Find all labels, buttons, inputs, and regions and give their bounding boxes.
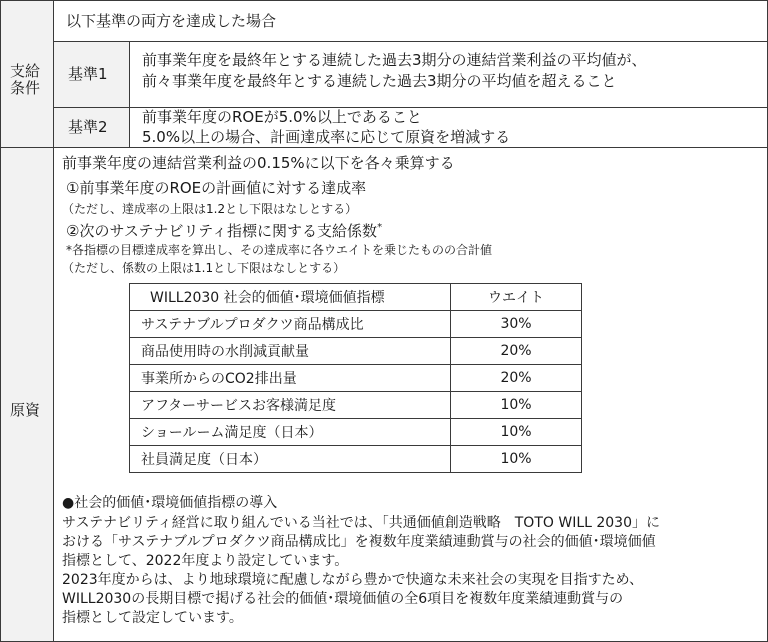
- fund-item-1-title: ①前事業年度のROEの計画値に対する達成率: [66, 179, 367, 197]
- criterion-1-line-1: 前事業年度を最終年とする連続した過去3期分の連結営業利益の平均値が、: [142, 51, 647, 69]
- support-conditions-label-line1: 支給: [10, 62, 41, 80]
- table-row: [130, 365, 582, 392]
- weight-cell: 30%: [451, 311, 582, 338]
- weight-cell: 10%: [451, 392, 582, 419]
- divider-sections: [0, 147, 768, 148]
- criterion-2-line-2: 5.0%以上の場合、計画達成率に応じて原資を増減する: [142, 128, 511, 146]
- indicator-cell: 商品使用時の水削減貢献量: [130, 338, 451, 365]
- header-weight: ウエイト: [451, 284, 582, 311]
- indicator-cell: アフターサービスお客様満足度: [130, 392, 451, 419]
- criterion-2-line-1: 前事業年度のROEが5.0%以上であること: [142, 108, 422, 126]
- support-conditions-intro: 以下基準の両方を達成した場合: [66, 12, 277, 30]
- table-row: [130, 446, 582, 473]
- table-row: [130, 311, 582, 338]
- divider-label-column: [53, 0, 54, 642]
- weight-cell: 10%: [451, 446, 582, 473]
- fund-item-2-note-1: *各指標の目標達成率を算出し、その達成率に各ウエイトを乗じたものの合計値: [66, 243, 493, 257]
- fund-item-1-note: （ただし、達成率の上限は1.2とし下限はなしとする）: [62, 202, 358, 216]
- weight-cell: 20%: [451, 365, 582, 392]
- criterion-1-label: 基準1: [68, 65, 108, 83]
- weight-cell: 10%: [451, 419, 582, 446]
- paragraph-line-3: 指標として、2022年度より設定しています。: [62, 553, 349, 569]
- paragraph-line-1: サステナビリティ経営に取り組んでいる当社では、「共通価値創造戦略 TOTO WILL 2030」に: [62, 515, 661, 531]
- indicator-cell: サステナブルプロダクツ商品構成比: [130, 311, 451, 338]
- divider-criteria-label-column: [129, 41, 130, 147]
- paragraph-line-4: 2023年度からは、より地球環境に配慮しながら豊かで快適な未来社会の実現を目指すため、: [62, 572, 644, 588]
- border-top: [0, 0, 768, 1]
- fund-item-2-title: ②次のサステナビリティ指標に関する支給係数*: [66, 222, 383, 240]
- indicator-cell: ショールーム満足度（日本）: [130, 419, 451, 446]
- criterion-1-line-2: 前々事業年度を最終年とする連続した過去3期分の平均値を超えること: [142, 72, 617, 90]
- paragraph-line-6: 指標として設定しています。: [62, 610, 243, 626]
- support-conditions-label-line2: 条件: [10, 79, 41, 97]
- paragraph-line-5: WILL2030の長期目標で掲げる社会的価値･環境価値の全6項目を複数年度業績連動賞与の: [62, 591, 624, 607]
- table-row: [130, 419, 582, 446]
- divider-intro-row: [53, 41, 768, 42]
- criterion-2-label: 基準2: [68, 118, 108, 136]
- weight-cell: 20%: [451, 338, 582, 365]
- header-indicator: WILL2030 社会的価値･環境価値指標: [130, 284, 451, 311]
- intro-heading: ●社会的価値･環境価値指標の導入: [62, 495, 278, 511]
- fund-source-label: 原資: [10, 401, 41, 419]
- indicator-cell: 事業所からのCO2排出量: [130, 365, 451, 392]
- fund-item-2-note-2: （ただし、係数の上限は1.1とし下限はなしとする）: [62, 261, 346, 275]
- fund-source-label-cell: [1, 147, 53, 641]
- indicator-cell: 社員満足度（日本）: [130, 446, 451, 473]
- table-header-row: [130, 284, 582, 311]
- fund-source-lead: 前事業年度の連結営業利益の0.15%に以下を各々乗算する: [62, 154, 455, 172]
- sustainability-weight-table: [129, 283, 582, 473]
- paragraph-line-2: おける「サステナブルプロダクツ商品構成比」を複数年度業績連動賞与の社会的価値･環境価値: [62, 534, 656, 550]
- table-row: [130, 338, 582, 365]
- table-row: [130, 392, 582, 419]
- border-left: [0, 0, 1, 642]
